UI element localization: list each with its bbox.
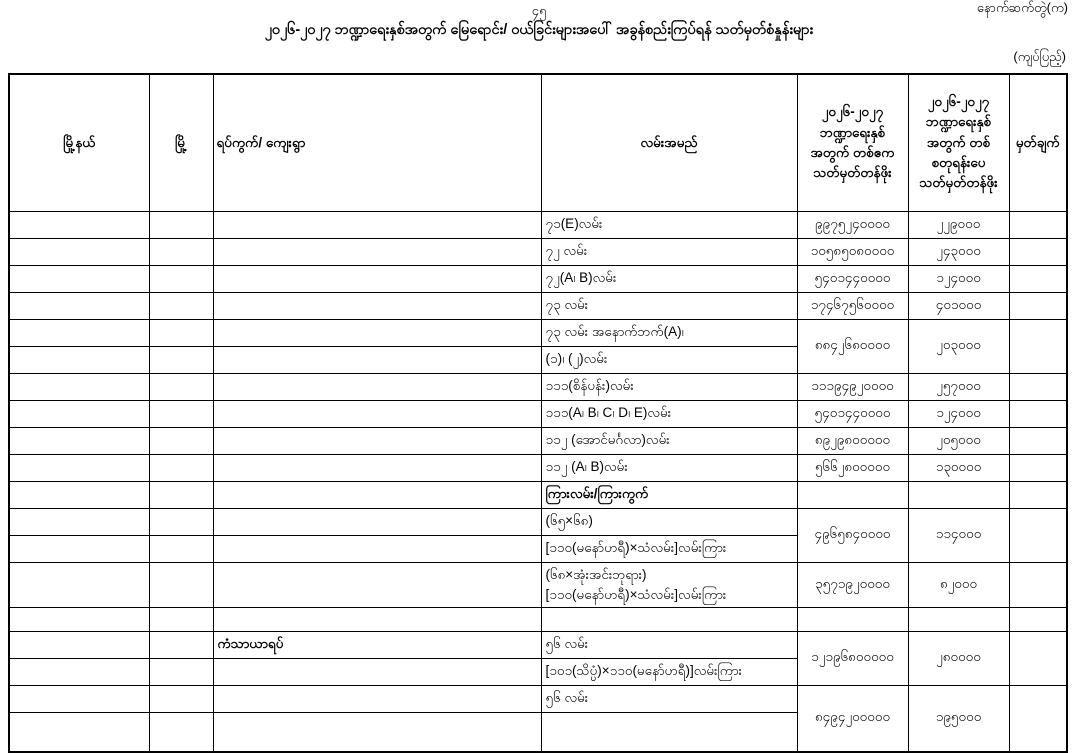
town-cell (149, 712, 213, 752)
page-title: ၂၀၂၆-၂၀၂၇ ဘဏ္ဍာရေးနှစ်အတွက် မြေရောင်း/ ဝယ်ခြင်းများအပေါ် အခွန်စည်းကြပ်ရန် သတ်မှတ်စံနှုန်းများ (264, 22, 814, 38)
township-cell (9, 346, 149, 373)
town-cell (149, 427, 213, 454)
acre-value-cell: ၈၈၄၂၆၈၀၀၀၀ (797, 319, 908, 373)
sqft-value-cell: ၁၃၀၀၀၀ (908, 454, 1009, 481)
ward-cell (213, 427, 541, 454)
acre-value-cell: ၅၄၀၁၄၄၀၀၀၀ (797, 400, 908, 427)
acre-value-cell: ၄၉၆၅၈၄၀၀၀၀ (797, 508, 908, 562)
header-township: မြို့နယ် (9, 74, 149, 211)
acre-value-cell: ၅၆၆၂၈၀၀၀၀၀ (797, 454, 908, 481)
ward-cell: ကံသာယာရပ် (213, 631, 541, 658)
sqft-value-cell: ၁၂၄၀၀၀ (908, 400, 1009, 427)
street-cell: ၅၆ လမ်း (541, 685, 797, 712)
table-row (9, 427, 1067, 454)
street-cell: (၆၅×၆၈) (541, 508, 797, 535)
town-cell (149, 238, 213, 265)
township-cell (9, 631, 149, 658)
township-cell (9, 400, 149, 427)
table-row (9, 319, 1067, 346)
ward-cell (213, 454, 541, 481)
street-name-line1: (၆၈×အုံးအင်းဘုရား) (545, 566, 647, 582)
township-cell (9, 658, 149, 685)
sqft-value-cell: ၈၂၀၀၀ (908, 562, 1009, 607)
acre-value-cell (797, 481, 908, 508)
remark-cell (1009, 454, 1067, 481)
remark-cell (1009, 238, 1067, 265)
table-row (9, 265, 1067, 292)
township-cell (9, 238, 149, 265)
valuation-table (8, 73, 1068, 753)
acre-value-cell: ၈၉၂၉၈၀၀၀၀၀ (797, 427, 908, 454)
sqft-value-cell: ၂၀၃၀၀၀ (908, 319, 1009, 373)
section-title-cell: ကြားလမ်း/ကြားကွက် (541, 481, 797, 508)
street-cell (541, 607, 797, 631)
street-cell: ၁၁၂ (အောင်မင်္ဂလာ)လမ်း (541, 427, 797, 454)
street-cell: ၇၃ လမ်း (541, 292, 797, 319)
remark-cell (1009, 211, 1067, 238)
acre-value-cell: ၅၄၀၁၄၄၀၀၀၀ (797, 265, 908, 292)
remark-cell (1009, 508, 1067, 562)
town-cell (149, 454, 213, 481)
street-name-line2: [၁၁၀(မနော်ဟရီ)×သံလမ်း]လမ်းကြား (545, 586, 727, 602)
street-cell: [၁၀၁(သိပ္ပံ)×၁၁၀(မနော်ဟရီ)]လမ်းကြား (541, 658, 797, 685)
ward-cell (213, 238, 541, 265)
town-cell (149, 535, 213, 562)
ward-cell (213, 400, 541, 427)
table-row (9, 400, 1067, 427)
township-cell (9, 607, 149, 631)
township-cell (9, 535, 149, 562)
header-value-per-acre: ၂၀၂၆-၂၀၂၇ ဘဏ္ဍာရေးနှစ် အတွက် တစ်ဧက သတ်မှတ်တန်ဖိုး (797, 74, 908, 211)
table-row (9, 562, 1067, 607)
street-cell: ၅၆ လမ်း (541, 631, 797, 658)
town-cell (149, 265, 213, 292)
street-cell: ၁၁၁(A၊ B၊ C၊ D၊ E)လမ်း (541, 400, 797, 427)
remark-cell (1009, 319, 1067, 373)
ward-cell (213, 319, 541, 346)
township-cell (9, 373, 149, 400)
table-row (9, 454, 1067, 481)
ward-cell (213, 508, 541, 535)
sqft-value-cell: ၁၉၅၀၀၀ (908, 685, 1009, 752)
ward-cell (213, 658, 541, 685)
ward-cell (213, 481, 541, 508)
remark-cell (1009, 685, 1067, 752)
ward-cell (213, 265, 541, 292)
remark-cell (1009, 265, 1067, 292)
ward-cell (213, 346, 541, 373)
town-cell (149, 562, 213, 607)
remark-cell (1009, 607, 1067, 631)
town-cell (149, 373, 213, 400)
acre-value-cell: ၉၉၇၅၂၄၀၀၀၀ (797, 211, 908, 238)
table-row (9, 685, 1067, 712)
town-cell (149, 658, 213, 685)
street-cell: ၁၁၁(စိန်ပန်း)လမ်း (541, 373, 797, 400)
sqft-value-cell: ၂၈၀၀၀၀ (908, 631, 1009, 685)
acre-value-cell (797, 607, 908, 631)
township-cell (9, 685, 149, 712)
currency-unit-note: (ကျပ်ပြည့်) (1013, 49, 1066, 64)
remark-cell (1009, 427, 1067, 454)
table-header-row (9, 74, 1067, 211)
township-cell (9, 562, 149, 607)
ward-cell (213, 535, 541, 562)
acre-value-cell: ၈၄၉၄၂၀၀၀၀၀ (797, 685, 908, 752)
acre-value-cell: ၁၀၅၈၅၀၈၀၀၀၀ (797, 238, 908, 265)
town-cell (149, 685, 213, 712)
section-row (9, 481, 1067, 508)
remark-cell (1009, 481, 1067, 508)
sqft-value-cell: ၄၀၁၀၀၀ (908, 292, 1009, 319)
town-cell (149, 508, 213, 535)
street-cell: [၁၁၀(မနော်ဟရီ)×သံလမ်း]လမ်းကြား (541, 535, 797, 562)
town-cell (149, 400, 213, 427)
table-row (9, 508, 1067, 535)
town-cell (149, 292, 213, 319)
remark-cell (1009, 562, 1067, 607)
sqft-value-cell: ၁၁၄၀၀၀ (908, 508, 1009, 562)
township-cell (9, 211, 149, 238)
township-cell (9, 481, 149, 508)
remark-cell (1009, 400, 1067, 427)
town-cell (149, 346, 213, 373)
street-cell: ၇၂(A၊ B)လမ်း (541, 265, 797, 292)
sqft-value-cell: ၂၄၃၀၀၀ (908, 238, 1009, 265)
empty-row (9, 607, 1067, 631)
township-cell (9, 319, 149, 346)
sqft-value-cell (908, 481, 1009, 508)
street-cell: (၁)၊ (၂)လမ်း (541, 346, 797, 373)
header-ward: ရပ်ကွက်/ ကျေးရွာ (213, 74, 541, 211)
header-street: လမ်းအမည် (541, 74, 797, 211)
acre-value-cell: ၁၁၁၉၄၉၂၀၀၀၀ (797, 373, 908, 400)
ward-cell (213, 292, 541, 319)
acre-value-cell: ၁၂၁၉၆၈၀၀၀၀၀ (797, 631, 908, 685)
street-cell: ၇၂ လမ်း (541, 238, 797, 265)
ward-cell (213, 211, 541, 238)
header-town: မြို့ (149, 74, 213, 211)
page-number: ၄၅ (531, 3, 547, 18)
ward-cell (213, 607, 541, 631)
ward-cell (213, 712, 541, 752)
township-cell (9, 508, 149, 535)
town-cell (149, 481, 213, 508)
table-row (9, 238, 1067, 265)
sqft-value-cell: ၂၀၅၀၀၀ (908, 427, 1009, 454)
acre-value-cell: ၁၇၄၆၇၅၆၀၀၀၀ (797, 292, 908, 319)
header-remark: မှတ်ချက် (1009, 74, 1067, 211)
header-value-per-sqft: ၂၀၂၆-၂၀၂၇ ဘဏ္ဍာရေးနှစ် အတွက် တစ်စတုရန်းပေ သတ်မှတ်တန်ဖိုး (908, 74, 1009, 211)
table-row (9, 373, 1067, 400)
table-row (9, 292, 1067, 319)
street-cell: ၇၁(E)လမ်း (541, 211, 797, 238)
sqft-value-cell: ၂၂၉၀၀၀ (908, 211, 1009, 238)
street-cell: ၇၃ လမ်း အနောက်ဘက်(A)၊ (541, 319, 797, 346)
township-cell (9, 454, 149, 481)
remark-cell (1009, 292, 1067, 319)
sqft-value-cell (908, 607, 1009, 631)
street-cell (541, 562, 797, 607)
sqft-value-cell: ၁၂၄၀၀၀ (908, 265, 1009, 292)
acre-value-cell: ၃၅၇၁၉၂၀၀၀၀ (797, 562, 908, 607)
ward-cell (213, 685, 541, 712)
street-cell: ၁၁၂ (A၊ B)လမ်း (541, 454, 797, 481)
appendix-label: နောက်ဆက်တွဲ(က) (976, 0, 1068, 15)
town-cell (149, 319, 213, 346)
township-cell (9, 292, 149, 319)
street-cell (541, 712, 797, 752)
ward-cell (213, 373, 541, 400)
township-cell (9, 712, 149, 752)
remark-cell (1009, 373, 1067, 400)
table-row (9, 211, 1067, 238)
township-cell (9, 427, 149, 454)
sqft-value-cell: ၂၅၇၀၀၀ (908, 373, 1009, 400)
remark-cell (1009, 631, 1067, 685)
town-cell (149, 631, 213, 658)
town-cell (149, 607, 213, 631)
table-row (9, 631, 1067, 658)
township-cell (9, 265, 149, 292)
ward-cell (213, 562, 541, 607)
town-cell (149, 211, 213, 238)
valuation-table-container (8, 73, 1070, 725)
